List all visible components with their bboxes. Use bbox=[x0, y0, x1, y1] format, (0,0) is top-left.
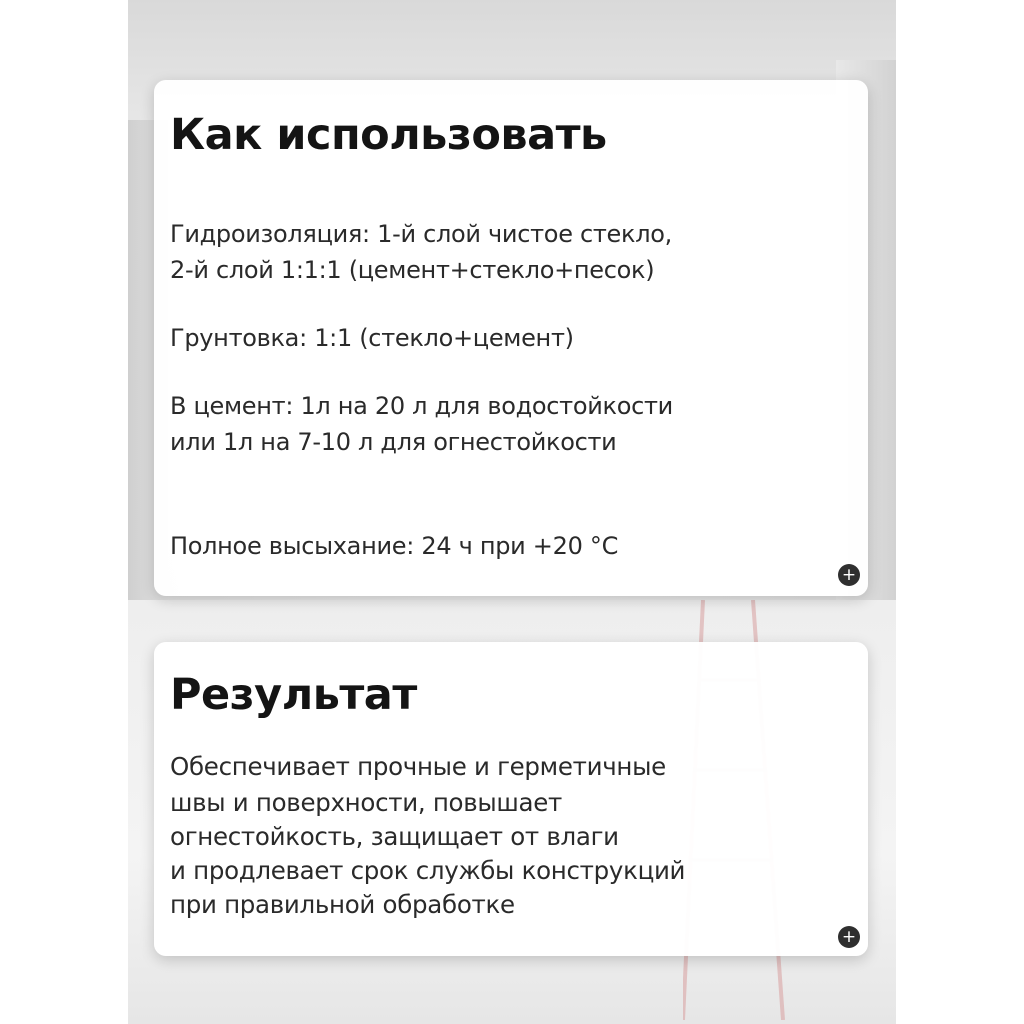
result-card bbox=[154, 642, 868, 956]
cement-line-1: В цемент: 1л на 20 л для водостойкости bbox=[170, 392, 673, 420]
result-line: огнестойкость, защищает от влаги bbox=[170, 822, 619, 851]
plus-icon[interactable]: + bbox=[838, 926, 860, 948]
result-line: Обеспечивает прочные и герметичные bbox=[170, 752, 666, 781]
plus-icon[interactable]: + bbox=[838, 564, 860, 586]
usage-title: Как использовать bbox=[170, 110, 607, 160]
cement-line-2: или 1л на 7-10 л для огнестойкости bbox=[170, 428, 617, 456]
waterproofing-line-2: 2-й слой 1:1:1 (цемент+стекло+песок) bbox=[170, 256, 655, 284]
result-line: при правильной обработке bbox=[170, 890, 515, 919]
waterproofing-line-1: Гидроизоляция: 1-й слой чистое стекло, bbox=[170, 220, 672, 248]
result-line: и продлевает срок службы конструкций bbox=[170, 856, 686, 885]
result-line: швы и поверхности, повышает bbox=[170, 788, 562, 817]
result-title: Результат bbox=[170, 670, 417, 720]
usage-card bbox=[154, 80, 868, 596]
drying-line: Полное высыхание: 24 ч при +20 °С bbox=[170, 532, 619, 560]
primer-line: Грунтовка: 1:1 (стекло+цемент) bbox=[170, 324, 574, 352]
